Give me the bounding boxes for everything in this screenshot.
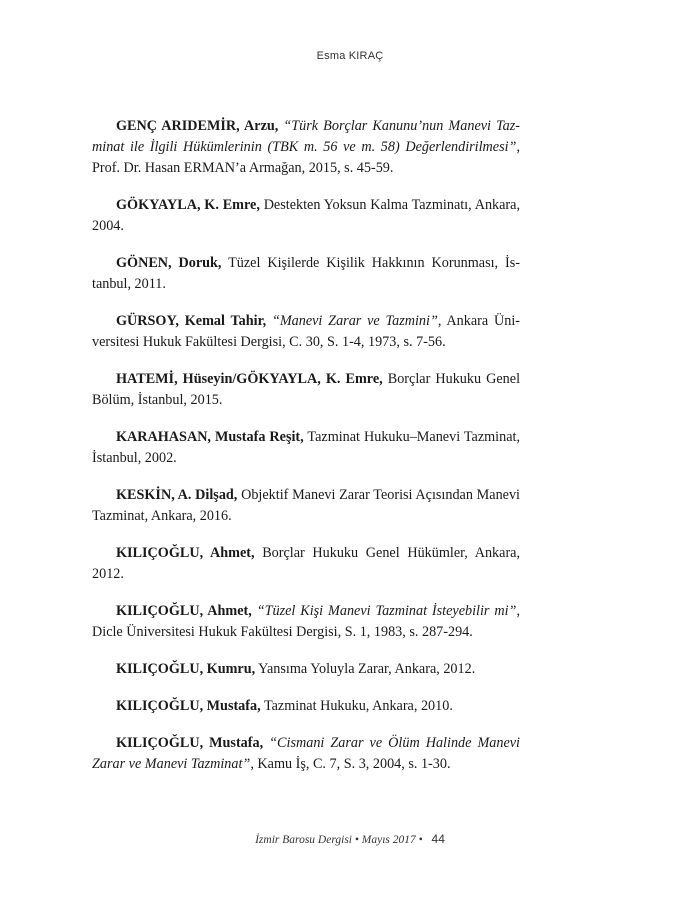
reference-entry <box>92 485 520 527</box>
reference-author: HATEMİ, Hüseyin/GÖKYAYLA, K. Emre, <box>116 371 383 387</box>
page-number: 44 <box>431 832 445 846</box>
reference-entry <box>92 427 520 469</box>
reference-details: Borçlar Hukuku Genel Hükümler, Ankara, 2012. <box>92 545 521 582</box>
reference-author: GÖNEN, Doruk, <box>116 255 222 271</box>
reference-entry <box>92 543 520 585</box>
reference-entry <box>92 116 520 179</box>
header-author: Esma KIRAÇ <box>316 50 384 62</box>
reference-author: KILIÇOĞLU, Mustafa, <box>116 735 264 751</box>
reference-entry <box>92 659 520 680</box>
reference-entry <box>92 696 520 717</box>
reference-entry <box>92 369 520 411</box>
reference-author: KARAHASAN, Mustafa Reşit, <box>116 429 304 445</box>
reference-details: Tazminat Hukuku–Manevi Tazminat, İstanbul, 2002. <box>92 429 520 466</box>
reference-author: GENÇ ARIDEMİR, Arzu, <box>116 118 279 134</box>
reference-details: , Kamu İş, C. 7, S. 3, 2004, s. 1-30. <box>250 756 451 772</box>
reference-title: “Cismani Zarar ve Ölüm Halinde Manevi Zarar ve Manevi Tazminat” <box>92 735 520 772</box>
reference-entry <box>92 311 520 353</box>
reference-details: Borçlar Hukuku Genel Bölüm, İstanbul, 2015. <box>92 371 521 408</box>
footer-journal: İzmir Barosu Dergisi • Mayıs 2017 • <box>255 834 423 846</box>
reference-entry <box>92 733 520 775</box>
reference-details: Tüzel Kişilerde Kişilik Hakkının Korunması, İstanbul, 2011. <box>92 255 520 292</box>
reference-details: Objektif Manevi Zarar Teorisi Açısından Manevi Tazminat, Ankara, 2016. <box>92 487 520 524</box>
running-header <box>0 50 700 62</box>
reference-author: KILIÇOĞLU, Ahmet, <box>116 545 255 561</box>
reference-title: “Türk Borçlar Kanunu’nun Manevi Tazminat ile İlgili Hükümlerinin (TBK m. 56 ve m. 58) Değerlendirilmesi” <box>92 118 520 155</box>
reference-entry <box>92 253 520 295</box>
reference-entry <box>92 601 520 643</box>
reference-entry <box>92 195 520 237</box>
reference-author: KILIÇOĞLU, Ahmet, <box>116 603 252 619</box>
reference-author: KILIÇOĞLU, Kumru, <box>116 661 256 677</box>
reference-details: , Prof. Dr. Hasan ERMAN’a Armağan, 2015, s. 45-59. <box>92 139 520 176</box>
reference-details: Yansıma Yoluyla Zarar, Ankara, 2012. <box>258 661 476 677</box>
reference-title: “Manevi Zarar ve Tazmini” <box>271 313 438 329</box>
reference-details: Tazminat Hukuku, Ankara, 2010. <box>263 698 453 714</box>
reference-details: Destekten Yoksun Kalma Tazminatı, Ankara, 2004. <box>92 197 520 234</box>
reference-author: KILIÇOĞLU, Mustafa, <box>116 698 261 714</box>
reference-author: GÖKYAYLA, K. Emre, <box>116 197 260 213</box>
reference-details: , Dicle Üniversitesi Hukuk Fakültesi Dergisi, S. 1, 1983, s. 287-294. <box>92 603 520 640</box>
reference-author: GÜRSOY, Kemal Tahir, <box>116 313 267 329</box>
reference-author: KESKİN, A. Dilşad, <box>116 487 238 503</box>
bibliography-list <box>92 116 520 791</box>
page-footer <box>0 832 700 846</box>
reference-title: “Tüzel Kişi Manevi Tazminat İsteyebilir mi” <box>256 603 517 619</box>
reference-details: , Ankara Üniversitesi Hukuk Fakültesi Dergisi, C. 30, S. 1-4, 1973, s. 7-56. <box>92 313 520 350</box>
